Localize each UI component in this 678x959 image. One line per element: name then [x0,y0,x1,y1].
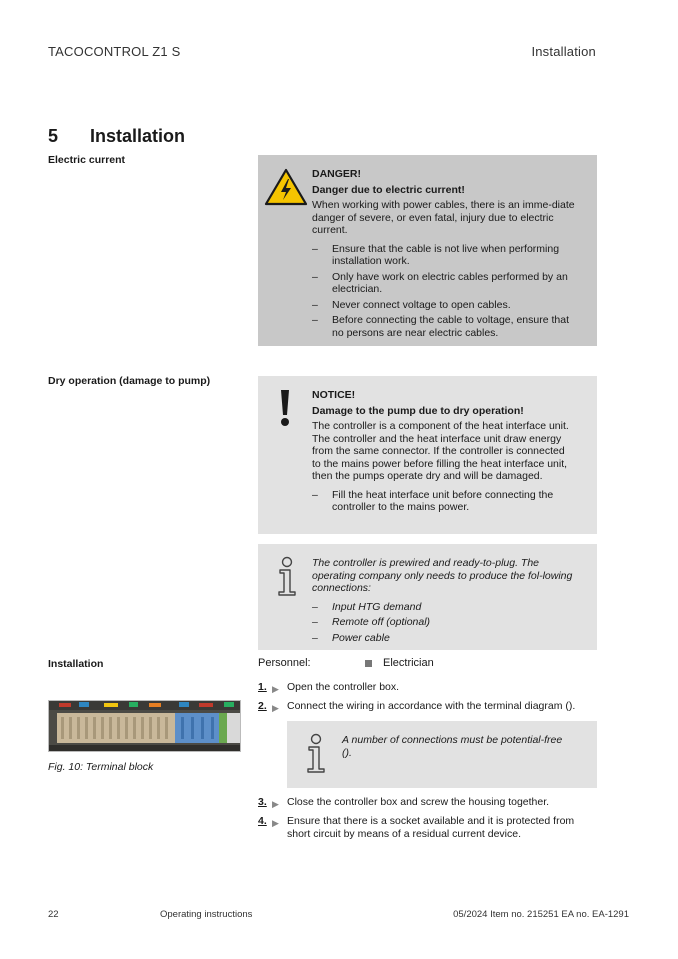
page-number: 22 [48,909,59,920]
arrow-icon: ▶ [272,684,279,694]
notice-signal-word: NOTICE! [312,389,356,401]
footer-document-type: Operating instructions [160,909,253,920]
list-item: – Only have work on electric cables performed by an electrician. [312,271,575,296]
list-item: – Remote off (optional) [312,616,575,629]
danger-list [312,243,575,340]
arrow-icon: ▶ [272,799,279,809]
connections-list [312,601,575,645]
danger-signal-word: DANGER! [312,168,361,180]
footer-item-number: 05/2024 Item no. 215251 EA no. EA-1291 [453,909,629,920]
step-text: Close the controller box and screw the housing together. [287,796,550,808]
info-box-prewired [258,544,597,650]
info-box-potential-free [287,721,597,788]
danger-text: When working with power cables, there is an imme-diate danger of severe, or even fatal, injury due to electric current. [312,199,575,236]
side-label-dry-operation: Dry operation (damage to pump) [48,375,211,387]
notice-title: Damage to the pump due to dry operation! [312,404,524,417]
list-item: – Power cable [312,632,575,645]
notice-text: The controller is a component of the heat interface unit. The controller and the heat interface unit draw energy from the same connector. If the controller is connected to the mains power before filling the heat interface unit, then the pumps operate dry and will be damaged. [312,420,569,482]
list-item: – Ensure that the cable is not live when performing installation work. [312,243,575,268]
section-number: 5 [48,126,59,146]
header-product-name: TACOCONTROL Z1 S [48,44,181,59]
info-icon [305,733,327,773]
side-label-electric-current: Electric current [48,154,126,166]
danger-box [258,155,597,346]
notice-list [312,489,575,514]
step-text: Ensure that there is a socket available and it is protected from short circuit by means of a residual current device. [287,815,575,840]
arrow-icon: ▶ [272,703,279,713]
danger-title: Danger due to electric current! [312,183,465,196]
info-text: The controller is prewired and ready-to-plug. The operating company only needs to produce the fol-lowing connections: [312,557,573,594]
list-item: – Never connect voltage to open cables. [312,299,575,312]
step-number: 2. [258,700,267,712]
info-text: A number of connections must be potential-free (). [342,734,563,759]
step-number: 4. [258,815,267,827]
personnel-value: Electrician [383,657,434,669]
electric-warning-icon [264,168,308,206]
step-number: 3. [258,796,267,808]
list-item: – Fill the heat interface unit before connecting the controller to the mains power. [312,489,575,514]
step-number: 1. [258,681,267,693]
terminal-block-photo [48,700,241,752]
notice-box [258,376,597,534]
arrow-icon: ▶ [272,818,279,828]
square-bullet-icon [365,660,372,667]
step-text: Open the controller box. [287,681,400,693]
info-icon [276,556,298,596]
list-item: – Before connecting the cable to voltage, ensure that no persons are near electric cables. [312,314,575,339]
side-label-installation: Installation [48,658,104,670]
list-item: – Input HTG demand [312,601,575,614]
personnel-label: Personnel: [258,657,311,669]
step-text: Connect the wiring in accordance with the terminal diagram (). [287,700,576,712]
exclamation-icon [278,388,292,428]
header-chapter: Installation [531,44,596,59]
figure-caption: Fig. 10: Terminal block [48,761,154,773]
section-title: Installation [90,126,186,146]
